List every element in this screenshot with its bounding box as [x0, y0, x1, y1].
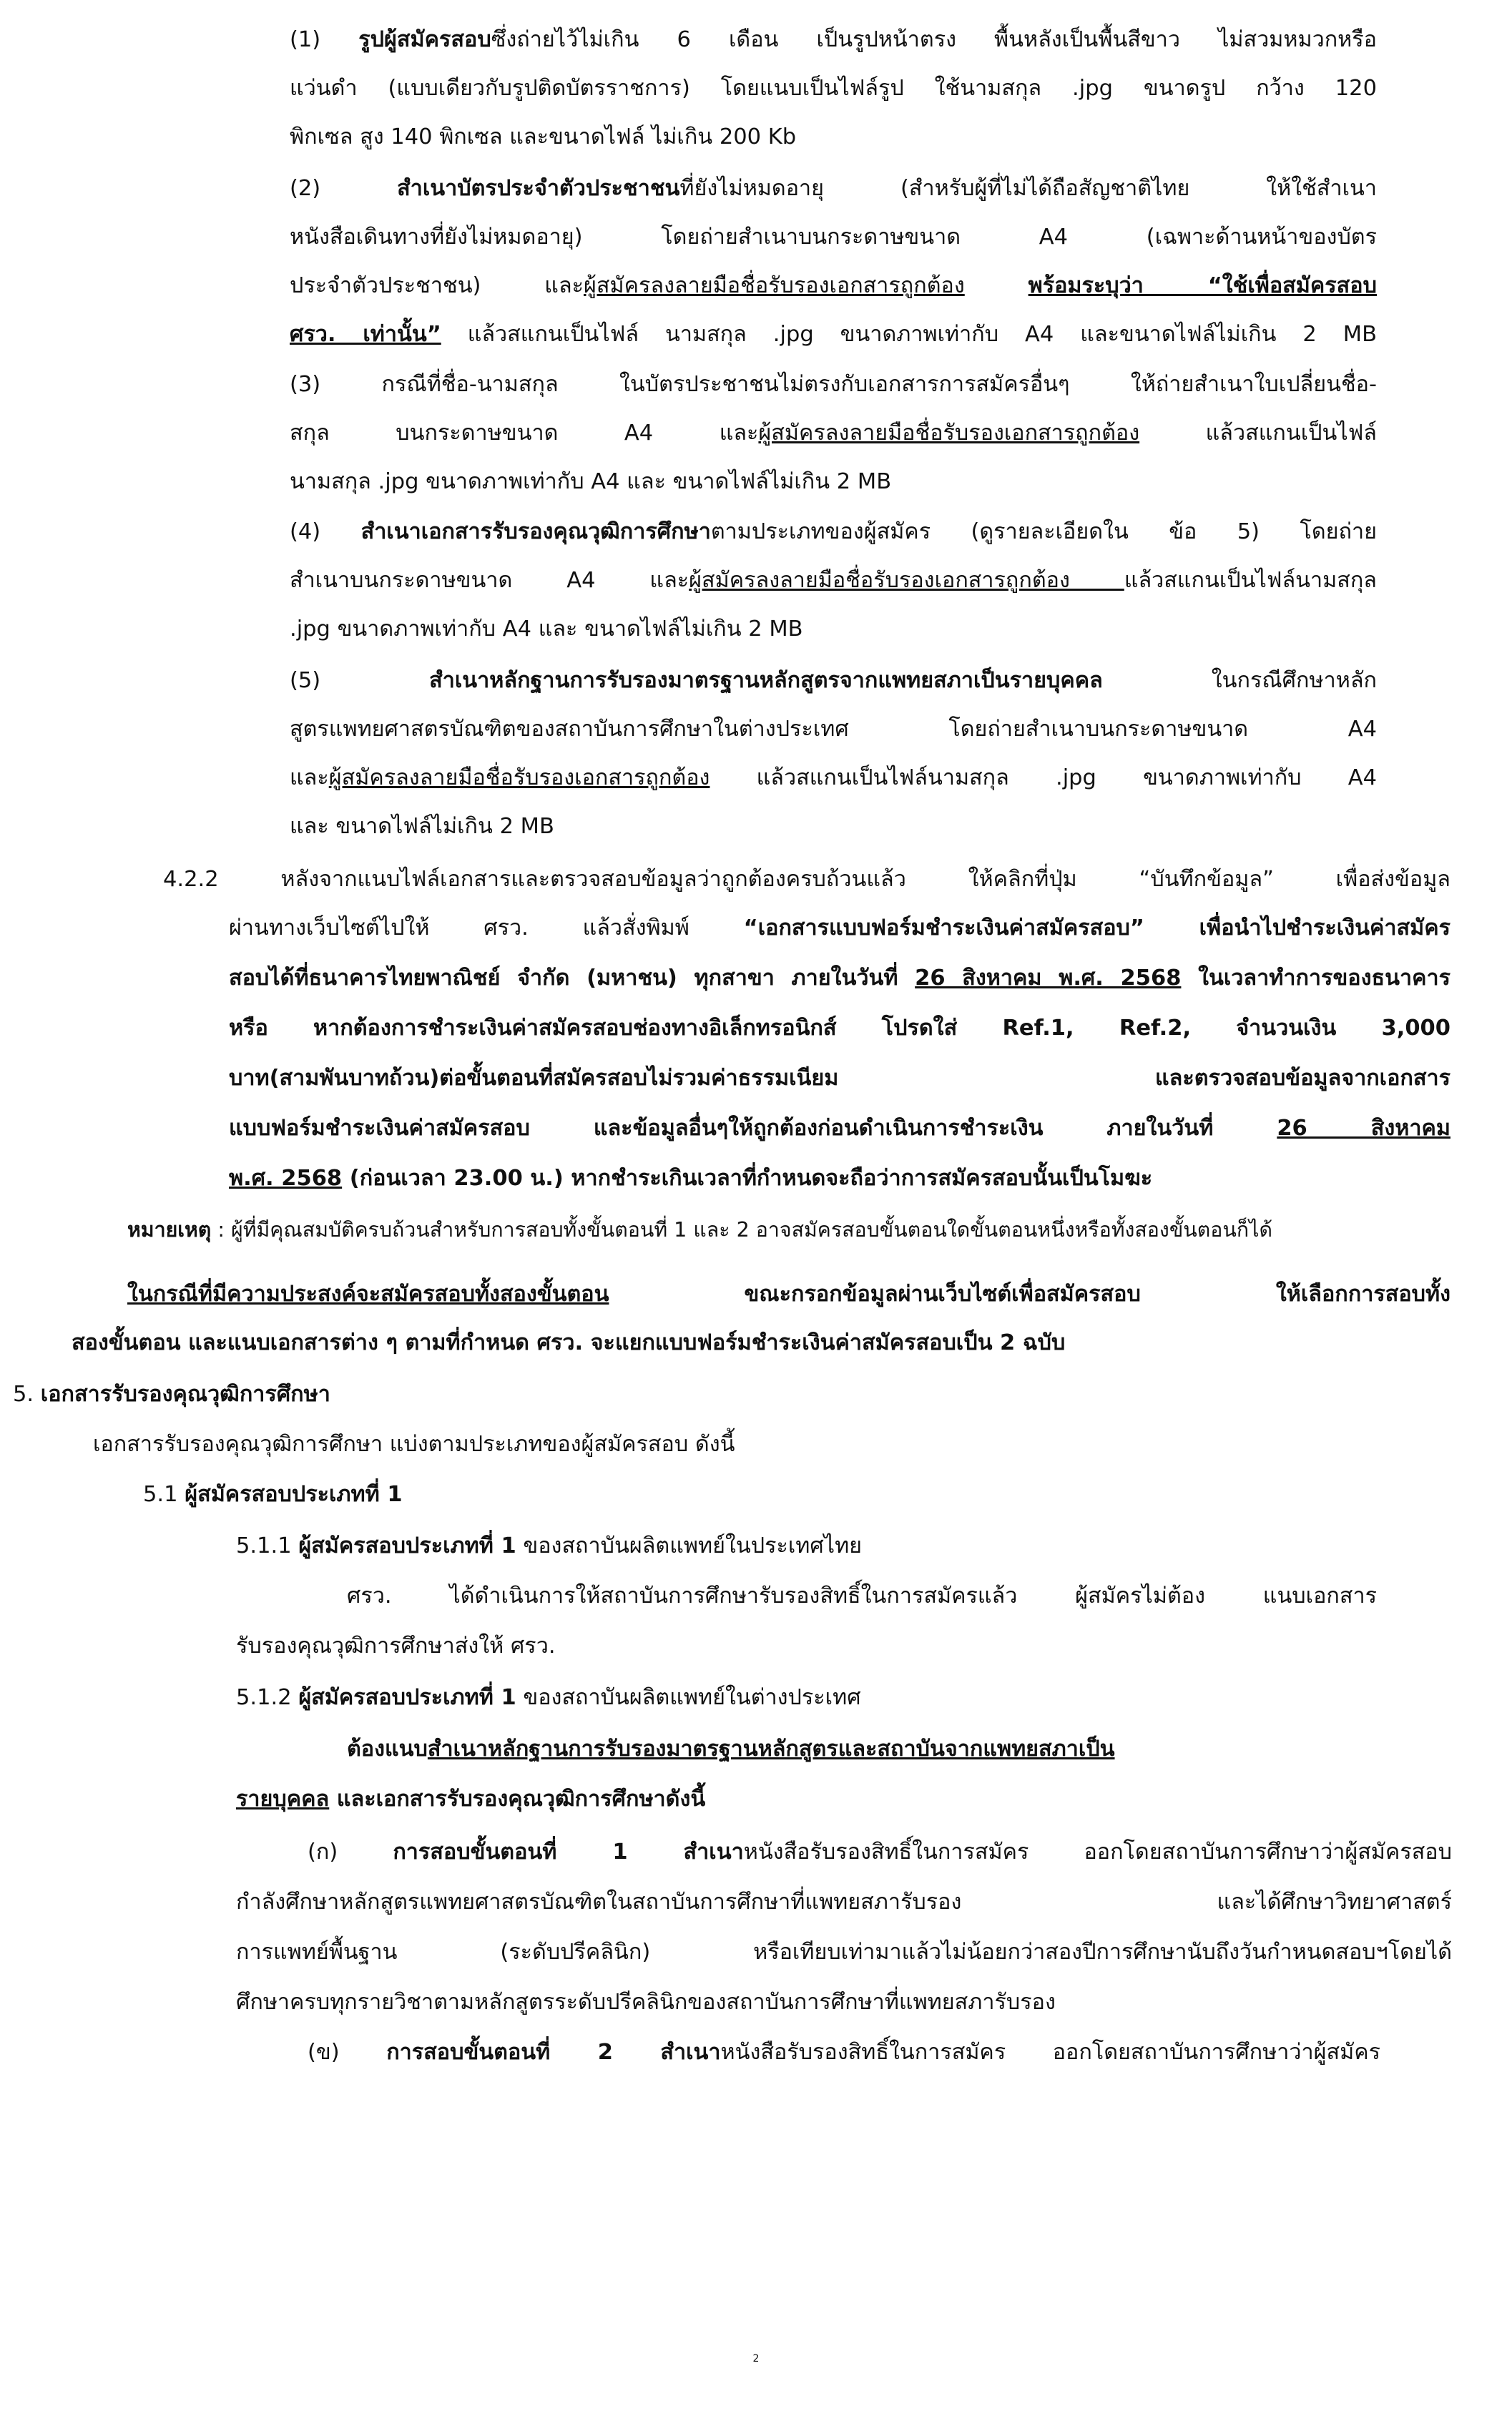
doc-line [347, 1737, 1115, 1762]
text-run: ในกรณีศึกษาหลัก [1102, 668, 1377, 693]
doc-line [229, 915, 1450, 941]
text-run: (1) [290, 27, 359, 52]
doc-line [290, 469, 891, 494]
text-run: ผู้สมัครลงลายมือชื่อรับรองเอกสารถูกต้อง [328, 765, 710, 790]
doc-line [290, 717, 1377, 742]
subsection-heading [236, 1533, 862, 1558]
text-run: (5) [290, 668, 430, 693]
text-run: สอบได้ที่ธนาคารไทยพาณิชย์ จำกัด (มหาชน) ทุกสาขา ภายในวันที่ [229, 966, 915, 991]
text-run: ศรว. เท่านั้น” [290, 322, 441, 347]
text-run: สำเนาหลักฐานการรับรองมาตรฐานหลักสูตรและสถาบันจากแพทยสภาเป็น [427, 1737, 1115, 1762]
text-run: สกุล บนกระดาษขนาด A4 และ [290, 421, 759, 446]
text-run: แล้วสแกนเป็นไฟล์นามสกุล .jpg ขนาดภาพเท่ากับ A4 [710, 765, 1377, 790]
text-run: รายบุคคล [236, 1787, 330, 1812]
text-run: สำเนาเอกสารรับรองคุณวุฒิการศึกษา [360, 519, 711, 544]
text-run: ของสถาบันผลิตแพทย์ในประเทศไทย [516, 1533, 863, 1558]
text-run: ผู้สมัครสอบประเภทที่ 1 [298, 1685, 516, 1710]
text-run: นามสกุล .jpg ขนาดภาพเท่ากับ A4 และ ขนาดไฟล์ไม่เกิน 2 MB [290, 469, 892, 494]
text-run: “เอกสารแบบฟอร์มชำระเงินค่าสมัครสอบ” เพื่อนำไปชำระเงินค่าสมัคร [743, 915, 1450, 941]
text-run: ผู้สมัครสอบประเภทที่ 1 [298, 1533, 516, 1558]
text-run: ต้องแนบ [347, 1737, 428, 1762]
text-run: หรือ หากต้องการชำระเงินค่าสมัครสอบช่องทางอิเล็กทรอนิกส์ โปรดใส่ Ref.1, Ref.2, จำนวนเงิน 3,000 [229, 1016, 1450, 1041]
text-run: 4.2.2 หลังจากแนบไฟล์เอกสารและตรวจสอบข้อมูลว่าถูกต้องครบถ้วนแล้ว ให้คลิกที่ปุ่ม “บันทึกข้อมูล” เพื่อส่งข้อมูล [163, 867, 1450, 892]
doc-line [308, 2040, 1380, 2065]
text-run: และ ขนาดไฟล์ไม่เกิน 2 MB [290, 814, 554, 839]
doc-line [229, 966, 1450, 991]
text-run: แล้วสแกนเป็นไฟล์ [1139, 421, 1377, 446]
text-run: สองขั้นตอน และแนบเอกสารต่าง ๆ ตามที่กำหนด ศรว. จะแยกแบบฟอร์มชำระเงินค่าสมัครสอบเป็น 2 ฉบับ [72, 1330, 1066, 1355]
text-run: ของสถาบันผลิตแพทย์ในต่างประเทศ [516, 1685, 861, 1710]
text-run: และเอกสารรับรองคุณวุฒิการศึกษาดังนี้ [329, 1787, 706, 1812]
doc-line [290, 765, 1377, 790]
doc-line [290, 27, 1377, 52]
doc-line [229, 1066, 1450, 1091]
note-line [127, 1219, 1272, 1242]
text-run: และ [290, 765, 329, 790]
text-run: ผู้สมัครลงลายมือชื่อรับรองเอกสารถูกต้อง [689, 568, 1124, 593]
text-run: เอกสารรับรองคุณวุฒิการศึกษา แบ่งตามประเภทของผู้สมัครสอบ ดังนี้ [93, 1432, 735, 1457]
doc-line [290, 668, 1377, 693]
doc-line [290, 814, 554, 839]
text-run: สำเนาหลักฐานการรับรองมาตรฐานหลักสูตรจากแพทยสภาเป็นรายบุคคล [429, 668, 1103, 693]
text-run [965, 273, 1029, 298]
text-run: หนังสือรับรองสิทธิ์ในการสมัคร ออกโดยสถาบันการศึกษาว่าผู้สมัคร [720, 2040, 1380, 2065]
text-run: หนังสือรับรองสิทธิ์ในการสมัคร ออกโดยสถาบันการศึกษาว่าผู้สมัครสอบ [743, 1840, 1452, 1865]
text-run: การสอบขั้นตอนที่ 2 สำเนา [386, 2040, 721, 2065]
doc-line [229, 1116, 1450, 1141]
doc-line [229, 1166, 1152, 1191]
text-run: รับรองคุณวุฒิการศึกษาส่งให้ ศรว. [236, 1634, 556, 1659]
doc-line [290, 617, 803, 642]
text-run: พร้อมระบุว่า “ใช้เพื่อสมัครสอบ [1028, 273, 1377, 298]
doc-line [236, 1787, 705, 1812]
text-run: 26 สิงหาคม [1277, 1116, 1450, 1141]
text-run: (2) [290, 176, 398, 201]
text-run: ผู้สมัครลงลายมือชื่อรับรองเอกสารถูกต้อง [584, 273, 965, 298]
text-run: การสอบขั้นตอนที่ 1 สำเนา [393, 1840, 744, 1865]
text-run: พ.ศ. 2568 [229, 1166, 343, 1191]
doc-line [290, 124, 796, 149]
text-run: รูปผู้สมัครสอบ [358, 27, 491, 52]
doc-line [93, 1432, 735, 1457]
text-run: (ข) [308, 2040, 387, 2065]
text-run: ผู้สมัครสอบประเภทที่ 1 [185, 1482, 403, 1507]
doc-line [290, 322, 1377, 347]
doc-line [290, 519, 1377, 544]
text-run: (3) กรณีที่ชื่อ-นามสกุล ในบัตรประชาชนไม่ตรงกับเอกสารการสมัครอื่นๆ ให้ถ่ายสำเนาใบเปลี่ยนชื่อ- [290, 372, 1377, 397]
text-run: การแพทย์พื้นฐาน (ระดับปรีคลินิก) หรือเทียบเท่ามาแล้วไม่น้อยกว่าสองปีการศึกษานับถึงวันกำหนดสอบฯโดยได้ [236, 1940, 1452, 1965]
doc-line [236, 1634, 556, 1659]
doc-line [290, 76, 1377, 101]
text-run: 5.1 [143, 1482, 185, 1507]
text-run: ศรว. ได้ดำเนินการให้สถาบันการศึกษารับรองสิทธิ์ในการสมัครแล้ว ผู้สมัครไม่ต้อง แนบเอกสาร [347, 1583, 1377, 1609]
doc-line [236, 1890, 1452, 1915]
text-run: หมายเหตุ [127, 1218, 212, 1242]
doc-line [290, 225, 1377, 250]
text-run: : ผู้ที่มีคุณสมบัติครบถ้วนสำหรับการสอบทั้งขั้นตอนที่ 1 และ 2 อาจสมัครสอบขั้นตอนใดขั้นตอนหนึ่งหรือทั้งสองขั้นตอนก็ได้ [211, 1218, 1272, 1242]
text-run: 5.1.1 [236, 1533, 299, 1558]
text-run: ศึกษาครบทุกรายวิชาตามหลักสูตรระดับปรีคลินิกของสถาบันการศึกษาที่แพทยสภารับรอง [236, 1990, 1056, 2015]
text-run: 26 สิงหาคม พ.ศ. 2568 [915, 966, 1182, 991]
text-run: ในกรณีที่มีความประสงค์จะสมัครสอบทั้งสองขั้นตอน [127, 1282, 609, 1307]
text-run: ประจำตัวประชาชน) และ [290, 273, 584, 298]
doc-line [163, 867, 1450, 892]
text-run: บาท(สามพันบาทถ้วน)ต่อขั้นตอนที่สมัครสอบไม่รวมค่าธรรมเนียม และตรวจสอบข้อมูลจากเอกสาร [229, 1066, 1450, 1091]
text-run: แล้วสแกนเป็นไฟล์นามสกุล [1124, 568, 1377, 593]
doc-line [308, 1840, 1452, 1865]
doc-line [127, 1282, 1450, 1307]
text-run: ขณะกรอกข้อมูลผ่านเว็บไซต์เพื่อสมัครสอบ ให้เลือกการสอบทั้ง [609, 1282, 1450, 1307]
doc-line [236, 1990, 1056, 2015]
text-run: ที่ยังไม่หมดอายุ (สำหรับผู้ที่ไม่ได้ถือสัญชาติไทย ให้ใช้สำเนา [679, 176, 1377, 201]
text-run: สูตรแพทยศาสตรบัณฑิตของสถาบันการศึกษาในต่างประเทศ โดยถ่ายสำเนาบนกระดาษขนาด A4 [290, 717, 1377, 742]
text-run: ในเวลาทำการของธนาคาร [1181, 966, 1451, 991]
subsection-heading [236, 1685, 861, 1710]
text-run: หนังสือเดินทางที่ยังไม่หมดอายุ) โดยถ่ายสำเนาบนกระดาษขนาด A4 (เฉพาะด้านหน้าของบัตร [290, 225, 1377, 250]
text-run: พิกเซล สูง 140 พิกเซล และขนาดไฟล์ ไม่เกิน 200 Kb [290, 124, 797, 149]
doc-line [290, 273, 1377, 298]
doc-line [347, 1583, 1377, 1609]
text-run: ซึ่งถ่ายไว้ไม่เกิน 6 เดือน เป็นรูปหน้าตรง พื้นหลังเป็นพื้นสีขาว ไม่สวมหมวกหรือ [491, 27, 1377, 52]
section-heading [13, 1382, 330, 1407]
text-run: 5. [13, 1382, 41, 1407]
text-run: (ก่อนเวลา 23.00 น.) หากชำระเกินเวลาที่กำหนดจะถือว่าการสมัครสอบนั้นเป็นโมฆะ [342, 1166, 1153, 1191]
text-run: สำเนาบนกระดาษขนาด A4 และ [290, 568, 689, 593]
text-run: เอกสารรับรองคุณวุฒิการศึกษา [40, 1382, 330, 1407]
page-number: 2 [752, 2353, 760, 2365]
doc-line [290, 568, 1377, 593]
text-run: (ก) [308, 1840, 393, 1865]
text-run: ผู้สมัครลงลายมือชื่อรับรองเอกสารถูกต้อง [758, 421, 1140, 446]
text-run: แบบฟอร์มชำระเงินค่าสมัครสอบ และข้อมูลอื่นๆให้ถูกต้องก่อนดำเนินการชำระเงิน ภายในวันที่ [229, 1116, 1277, 1141]
text-run: 5.1.2 [236, 1685, 299, 1710]
doc-line [72, 1330, 1065, 1355]
text-run: (4) [290, 519, 361, 544]
text-run: สำเนาบัตรประจำตัวประชาชน [397, 176, 680, 201]
doc-line [290, 421, 1377, 446]
doc-line [229, 1016, 1450, 1041]
doc-line [290, 372, 1377, 397]
text-run: แว่นดำ (แบบเดียวกับรูปติดบัตรราชการ) โดยแนบเป็นไฟล์รูป ใช้นามสกุล .jpg ขนาดรูป กว้าง 120 [290, 76, 1377, 101]
doc-line [236, 1940, 1452, 1965]
doc-line [290, 176, 1377, 201]
text-run: ผ่านทางเว็บไซต์ไปให้ ศรว. แล้วสั่งพิมพ์ [229, 915, 744, 941]
subsection-heading [143, 1482, 403, 1507]
text-run: .jpg ขนาดภาพเท่ากับ A4 และ ขนาดไฟล์ไม่เกิน 2 MB [290, 617, 803, 642]
text-run: กำลังศึกษาหลักสูตรแพทยศาสตรบัณฑิตในสถาบันการศึกษาที่แพทยสภารับรอง และได้ศึกษาวิทยาศาสตร์ [236, 1890, 1452, 1915]
text-run: ตามประเภทของผู้สมัคร (ดูรายละเอียดใน ข้อ 5) โดยถ่าย [710, 519, 1377, 544]
text-run: แล้วสแกนเป็นไฟล์ นามสกุล .jpg ขนาดภาพเท่ากับ A4 และขนาดไฟล์ไม่เกิน 2 MB [441, 322, 1377, 347]
